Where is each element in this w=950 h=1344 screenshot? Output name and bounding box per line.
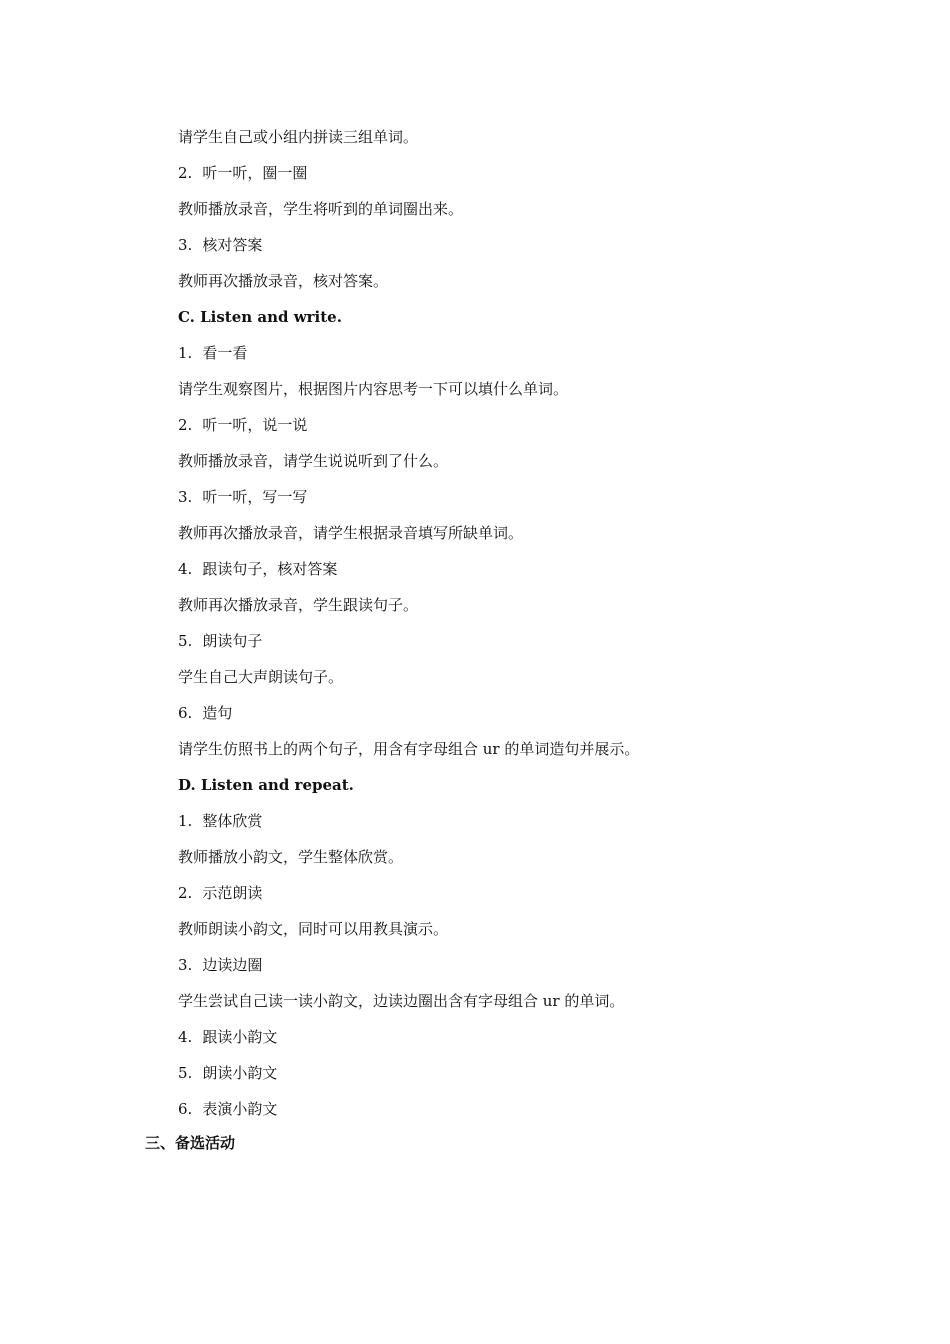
- paragraph-text: 请学生观察图片，根据图片内容思考一下可以填什么单词。: [178, 380, 569, 398]
- step-number: 3.: [178, 488, 193, 506]
- step-number: 2.: [178, 884, 193, 902]
- paragraph: [178, 374, 878, 410]
- step-number: 4.: [178, 1028, 193, 1046]
- step-heading: [178, 338, 878, 374]
- step-heading: [178, 950, 878, 986]
- paragraph-text: 教师再次播放录音，请学生根据录音填写所缺单词。: [178, 524, 524, 542]
- paragraph: [178, 662, 878, 698]
- step-heading: [178, 1058, 878, 1094]
- paragraph-text: 教师再次播放录音，学生跟读句子。: [178, 596, 419, 614]
- step-heading: [178, 626, 878, 662]
- activity-title: C. Listen and write.: [178, 308, 342, 326]
- step-number: 2.: [178, 416, 193, 434]
- step-number: 6.: [178, 704, 193, 722]
- paragraph: [178, 518, 878, 554]
- step-heading: [178, 1022, 878, 1058]
- step-heading: [178, 230, 878, 266]
- step-title: 听一听，写一写: [202, 488, 308, 506]
- paragraph: [178, 914, 878, 950]
- step-title: 表演小韵文: [202, 1100, 278, 1118]
- step-number: 1.: [178, 344, 193, 362]
- paragraph: [178, 266, 878, 302]
- step-heading: [178, 878, 878, 914]
- paragraph-text: 教师再次播放录音，核对答案。: [178, 272, 389, 290]
- step-title: 核对答案: [202, 236, 263, 254]
- activity-heading-d: [178, 770, 878, 806]
- step-title: 朗读小韵文: [202, 1064, 278, 1082]
- paragraph-text: 教师播放录音，请学生说说听到了什么。: [178, 452, 449, 470]
- step-heading: [178, 158, 878, 194]
- step-number: 5.: [178, 632, 193, 650]
- paragraph: [178, 590, 878, 626]
- paragraph-text: 请学生自己或小组内拼读三组单词。: [178, 128, 419, 146]
- paragraph-text: 教师朗读小韵文，同时可以用教具演示。: [178, 920, 449, 938]
- step-number: 3.: [178, 236, 193, 254]
- paragraph: [178, 842, 878, 878]
- step-number: 3.: [178, 956, 193, 974]
- paragraph-text: 学生尝试自己读一读小韵文，边读边圈出含有字母组合 ur 的单词。: [178, 992, 625, 1010]
- step-heading: [178, 410, 878, 446]
- step-title: 示范朗读: [202, 884, 263, 902]
- step-heading: [178, 806, 878, 842]
- activity-heading-c: [178, 302, 878, 338]
- step-heading: [178, 554, 878, 590]
- paragraph: [178, 194, 878, 230]
- step-title: 听一听，圈一圈: [202, 164, 308, 182]
- paragraph-text: 学生自己大声朗读句子。: [178, 668, 344, 686]
- step-number: 2.: [178, 164, 193, 182]
- step-title: 跟读小韵文: [202, 1028, 278, 1046]
- paragraph-text: 教师播放录音，学生将听到的单词圈出来。: [178, 200, 464, 218]
- step-title: 看一看: [202, 344, 248, 362]
- step-heading: [178, 698, 878, 734]
- step-number: 5.: [178, 1064, 193, 1082]
- paragraph-text: 教师播放小韵文，学生整体欣赏。: [178, 848, 404, 866]
- paragraph: [178, 986, 878, 1022]
- activity-title: D. Listen and repeat.: [178, 776, 354, 794]
- step-title: 听一听，说一说: [202, 416, 308, 434]
- step-title: 跟读句子，核对答案: [202, 560, 338, 578]
- step-heading: [178, 1094, 878, 1130]
- paragraph-text: 请学生仿照书上的两个句子，用含有字母组合 ur 的单词造句并展示。: [178, 740, 640, 758]
- step-title: 边读边圈: [202, 956, 263, 974]
- step-title: 整体欣赏: [202, 812, 263, 830]
- paragraph: [178, 122, 878, 158]
- step-title: 造句: [202, 704, 233, 722]
- step-number: 6.: [178, 1100, 193, 1118]
- step-title: 朗读句子: [202, 632, 263, 650]
- step-number: 4.: [178, 560, 193, 578]
- step-number: 1.: [178, 812, 193, 830]
- document-body: [178, 122, 878, 1130]
- paragraph: [178, 734, 878, 770]
- section-heading: 三、备选活动: [145, 1134, 236, 1152]
- paragraph: [178, 446, 878, 482]
- step-heading: [178, 482, 878, 518]
